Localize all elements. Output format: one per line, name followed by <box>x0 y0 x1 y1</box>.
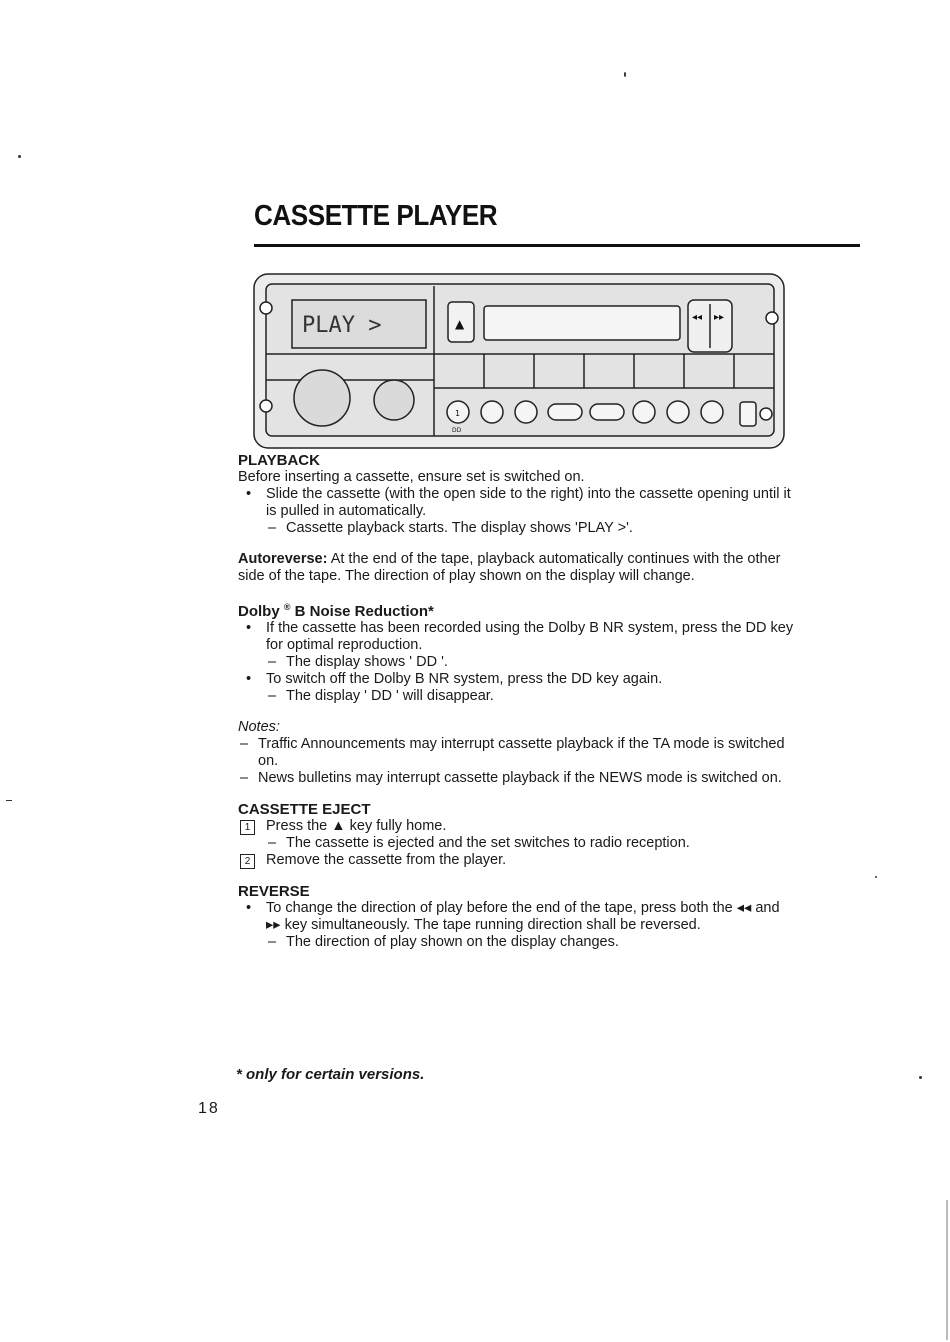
playback-list <box>238 486 798 537</box>
dolby-icon: DD <box>452 427 462 434</box>
playback-heading: PLAYBACK <box>238 452 320 469</box>
list-item: • If the cassette has been recorded using the Dolby B NR system, press the DD key for optimal reproduction. <box>238 620 798 654</box>
list-item: • Slide the cassette (with the open side to the right) into the cassette opening until it is pulled in automatically. <box>238 486 798 520</box>
dolby-list <box>238 620 798 705</box>
band-button <box>548 404 582 420</box>
side-switch <box>740 402 756 426</box>
list-item: – The cassette is ejected and the set switches to radio reception. <box>238 835 798 852</box>
step-text: Remove the cassette from the player. <box>266 852 507 868</box>
eject-heading: CASSETTE EJECT <box>238 801 371 818</box>
list-item: – Cassette playback starts. The display shows 'PLAY >'. <box>238 520 798 537</box>
list-item <box>238 852 798 869</box>
list-item: – The display ' DD ' will disappear. <box>238 688 798 705</box>
fast-forward-icon: ▸▸ <box>714 312 725 323</box>
cassette-radio-illustration <box>252 270 788 452</box>
list-item: – The direction of play shown on the display changes. <box>238 934 798 951</box>
eject-steps <box>238 818 798 869</box>
step-number: 1 <box>240 820 255 835</box>
autoreverse-label: Autoreverse: <box>238 551 328 567</box>
step-number: 2 <box>240 854 255 869</box>
mode-button <box>590 404 624 420</box>
footnote: * only for certain versions. <box>236 1066 425 1083</box>
preset-button-6 <box>701 401 723 423</box>
preset-button-4 <box>633 401 655 423</box>
eject-icon: ▲ <box>455 317 465 331</box>
page-number: 18 <box>198 1100 220 1117</box>
list-item <box>238 818 798 835</box>
cassette-slot <box>484 306 680 340</box>
scan-speck <box>624 72 626 77</box>
reverse-list <box>238 900 798 951</box>
list-item: – The display shows ' DD '. <box>238 654 798 671</box>
notes-list <box>238 736 798 787</box>
mount-hole-bottom-right <box>760 408 772 420</box>
list-item: – News bulletins may interrupt cassette playback if the NEWS mode is switched on. <box>238 770 798 787</box>
mount-hole-bottom-left <box>260 400 272 412</box>
list-item: – Traffic Announcements may interrupt cassette playback if the TA mode is switched on. <box>238 736 798 770</box>
list-item: • To switch off the Dolby B NR system, press the DD key again. <box>238 671 798 688</box>
scan-speck <box>875 876 877 878</box>
scan-speck <box>18 155 21 158</box>
main-content <box>238 452 798 951</box>
list-item: • To change the direction of play before the end of the tape, press both the ◂◂ and ▸▸ key simultaneously. The tape running direction shall be reversed. <box>238 900 798 934</box>
dolby-heading-main: Dolby <box>238 603 280 620</box>
autoreverse-paragraph <box>238 551 798 585</box>
page-title: CASSETTE PLAYER <box>254 200 498 232</box>
preset-1-label: 1 <box>455 409 461 418</box>
scan-speck <box>919 1076 922 1079</box>
display-text: PLAY > <box>302 313 382 338</box>
mount-hole-top-right <box>766 312 778 324</box>
notes-title: Notes: <box>238 719 280 735</box>
preset-button-5 <box>667 401 689 423</box>
registered-mark: ® <box>283 602 291 612</box>
dolby-heading <box>238 599 798 620</box>
reverse-heading: REVERSE <box>238 883 310 900</box>
dolby-heading-rest: B Noise Reduction* <box>294 603 434 620</box>
rewind-icon: ◂◂ <box>692 312 703 323</box>
volume-knob <box>294 370 350 426</box>
scan-speck <box>6 800 12 801</box>
step-text: Press the ▲ key fully home. <box>266 818 447 834</box>
preset-button-2 <box>481 401 503 423</box>
tone-knob <box>374 380 414 420</box>
title-underline <box>254 244 860 247</box>
mount-hole-top-left <box>260 302 272 314</box>
autoreverse-text: At the end of the tape, playback automatically continues with the other side of the tape. The direction of play shown on the display will change. <box>238 551 781 584</box>
preset-button-3 <box>515 401 537 423</box>
playback-intro: Before inserting a cassette, ensure set is switched on. <box>238 469 585 485</box>
scan-speck <box>946 1200 948 1340</box>
